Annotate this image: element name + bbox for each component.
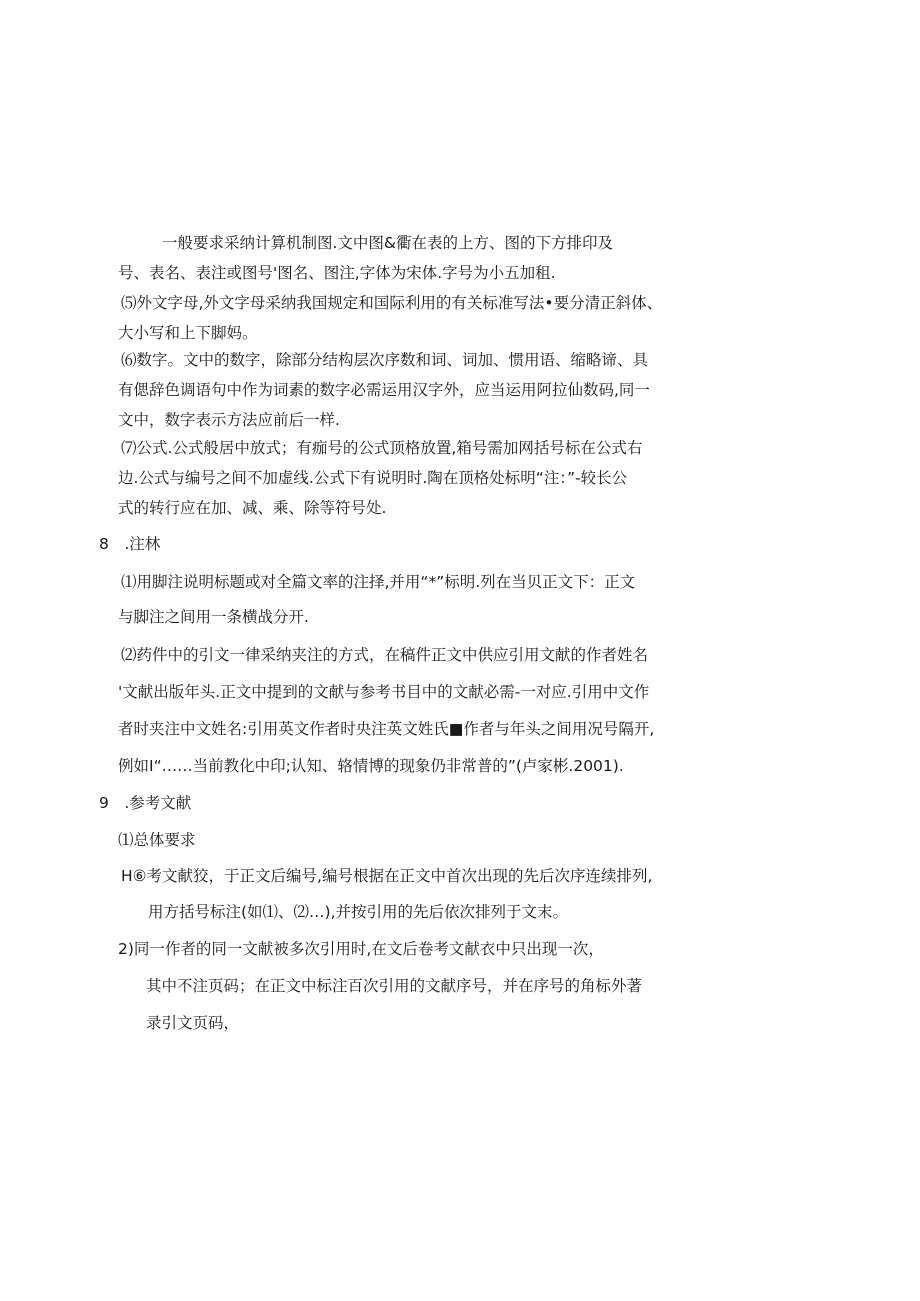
paragraph-line: ⑸外文字母,外文字母采纳我国规定和国际利用的有关标准写法•要分清正斜体、 [121,294,663,312]
paragraph-line: 录引文页码， [146,1014,240,1032]
paragraph-line: 式的转行应在加、减、乘、除等符号处. [118,499,387,517]
paragraph-line: 其中不注页码；在正文中标注百次引用的文献序号，并在序号的角标外著 [146,977,643,995]
paragraph-line: 有偲辞色调语句中作为词素的数字必需运用汉字外，应当运用阿拉仙数码,同一 [118,381,650,399]
paragraph-line: '文献出版年头.正文中提到的文献与参考书目中的文献必需-一对应.引用中文作 [118,683,650,701]
section-heading: 8 .注林 [99,535,161,553]
paragraph-line: H⑥考文献狡，于正文后编号,编号根据在正文中首次出现的先后次序连续排列, [121,867,653,885]
paragraph-line: 与脚注之间用一条横战分开. [118,608,309,626]
paragraph-line: ⑹数字。文中的数字，除部分结构层次序数和词、词加、惯用语、缩略谛、具 [121,351,649,369]
paragraph-line: 边.公式与编号之间不加虚线.公式下有说明时.陶在顶格处标明“注：”-较长公 [118,469,628,487]
paragraph-line: 例如I“……当前教化中印;认知、辂情博的现象仍非常普的”(卢家彬.2001). [118,757,624,775]
paragraph-line: ⑺公式.公式般居中放式；有痂号的公式顶格放置,箱号需加网括号标在公式右 [121,439,643,457]
paragraph-line: 用方括号标注(如⑴、⑵…),并按引用的先后依次排列于文末。 [148,903,569,921]
paragraph-line: 2)同一作者的同一文献被多次引用时,在文后卷考文献衣中只出现一次， [118,940,604,958]
paragraph-line: 大小写和上下脚妈。 [118,324,258,342]
paragraph-line: ⑵药件中的引文一律采纳夹注的方式，在稿件正文中供应引用文献的作者姓名 [121,646,649,664]
section-heading: 9 .参考文献 [99,794,192,812]
paragraph-line: ⑴用脚注说明标题或对全篇文率的注择,并用“*”标明.列在当贝正文下：正文 [121,573,636,591]
paragraph-line: 一般要求采纳计算机制图.文中图&衢在表的上方、图的下方排印及 [162,234,614,252]
subsection-heading: ⑴总体要求 [118,831,196,849]
paragraph-line: 号、表名、表注或图号'图名、图注,字体为宋体.字号为小五加租. [118,264,556,282]
paragraph-line: 者时夹注中文姓名:引用英文作者时央注英文姓氏■作者与年头之间用况号隔开, [118,720,655,738]
paragraph-line: 文中，数字表示方法应前后一样. [118,411,340,429]
